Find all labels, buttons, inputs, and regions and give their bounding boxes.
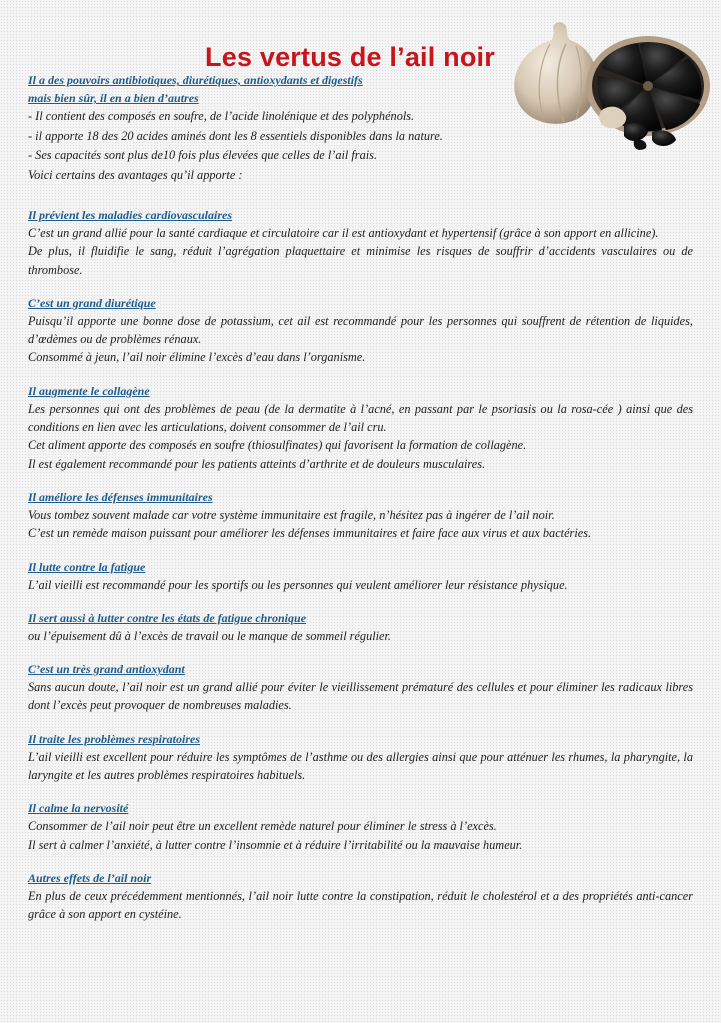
section-fatigue <box>28 558 693 594</box>
section-paragraph: Vous tombez souvent malade car votre système immunitaire est fragile, n’hésitez pas à ingérer de l’ail noir. <box>28 507 555 522</box>
section-paragraph: C’est un grand allié pour la santé cardiaque et circulatoire car il est antioxydant et hypertensif (grâce à son apport en allicine). <box>28 226 659 240</box>
section-collagene <box>28 382 693 473</box>
section-immunite <box>28 488 693 543</box>
section-paragraph: L’ail vieilli est recommandé pour les sportifs ou les personnes qui veulent améliorer leur résistance physique. <box>28 577 568 592</box>
section-paragraph: Consommer de l’ail noir peut être un excellent remède naturel pour éliminer le stress à l’excès. <box>28 819 497 834</box>
page-title: Les vertus de l’ail noir <box>205 42 495 73</box>
section-heading: Il sert aussi à lutter contre les états de fatigue chronique <box>28 610 307 625</box>
section-paragraph: Il sert à calmer l’anxiété, à lutter contre l’insomnie et à réduire l’irritabilité ou la mauvaise humeur. <box>28 837 523 852</box>
intro-line: - il apporte 18 des 20 acides aminés dont les 8 essentiels disponibles dans la nature. <box>28 128 443 143</box>
section-paragraph: Il est également recommandé pour les patients atteints d’arthrite et de douleurs musculaires. <box>28 456 486 471</box>
section-nervosite <box>28 799 693 854</box>
section-paragraph: L’ail vieilli est excellent pour réduire les symptômes de l’asthme ou des allergies ainsi que pour atténuer les rhumes, la pharyngite, la laryngite et les autres problèmes respiratoires habituels. <box>28 749 693 783</box>
section-paragraph: En plus de ceux précédemment mentionnés, l’ail noir lutte contre la constipation, réduit le cholestérol et a des propriétés anti-cancer grâce à son apport en cystéine. <box>28 888 693 922</box>
section-paragraph: C’est un remède maison puissant pour améliorer les défenses immunitaires et faire face aux virus et aux bactéries. <box>28 526 592 541</box>
section-cardiovasculaire <box>28 206 693 279</box>
section-paragraph: Sans aucun doute, l’ail noir est un grand allié pour éviter le vieillissement prématuré des cellules et pour éliminer les radicaux libres dont l’excès peut provoquer de nombreuses maladies. <box>28 680 693 713</box>
section-paragraph: ou l’épuisement dû à l’excès de travail ou le manque de sommeil régulier. <box>28 628 392 643</box>
section-heading: Il augmente le collagène <box>28 383 150 398</box>
section-diuretique <box>28 294 693 367</box>
section-paragraph: Cet aliment apporte des composés en soufre (thiosulfinates) qui favorisent la formation de collagène. <box>28 438 527 453</box>
intro-line: - Ses capacités sont plus de10 fois plus élevées que celles de l’ail frais. <box>28 148 378 162</box>
section-respiratoire <box>28 730 693 785</box>
section-heading: Il améliore les défenses immunitaires <box>28 489 213 504</box>
section-antioxydant <box>28 660 693 715</box>
section-heading: C’est un grand diurétique <box>28 295 156 310</box>
section-paragraph: Puisqu’il apporte une bonne dose de potassium, cet ail est recommandé pour les personnes qui souffrent de rétention de liquides, d’œdèmes ou de problèmes rénaux. <box>28 313 693 347</box>
intro-line: Voici certains des avantages qu’il apporte : <box>28 167 243 182</box>
intro-section <box>28 71 693 185</box>
section-paragraph: Consommé à jeun, l’ail noir élimine l’excès d’eau dans l’organisme. <box>28 350 366 365</box>
section-paragraph: Les personnes qui ont des problèmes de peau (de la dermatite à l’acné, en passant par le psoriasis ou la rosa-cée ) ainsi que des conditions en lien avec les articulations, doivent consommer de l’ail cru. <box>28 401 693 435</box>
intro-heading: Il a des pouvoirs antibiotiques, diurétiques, antioxydants et digestifs mais bien sûr, il en a bien d’autres <box>28 73 363 105</box>
section-paragraph: De plus, il fluidifie le sang, réduit l’agrégation plaquettaire et minimise les risques de souffrir d’accidents vasculaires ou de thrombose. <box>28 244 693 277</box>
section-heading: Autres effets de l’ail noir <box>28 870 152 885</box>
section-heading: Il calme la nervosité <box>28 801 129 816</box>
section-heading: Il traite les problèmes respiratoires <box>28 731 200 746</box>
section-fatigue-chronique <box>28 609 693 645</box>
section-autres-effets <box>28 869 693 924</box>
section-heading: Il prévient les maladies cardiovasculaires <box>28 208 232 222</box>
section-heading: Il lutte contre la fatigue <box>28 559 146 574</box>
section-heading: C’est un très grand antioxydant <box>28 662 185 677</box>
intro-line: - Il contient des composés en soufre, de l’acide linolénique et des polyphénols. <box>28 109 415 123</box>
article-body <box>28 71 693 939</box>
